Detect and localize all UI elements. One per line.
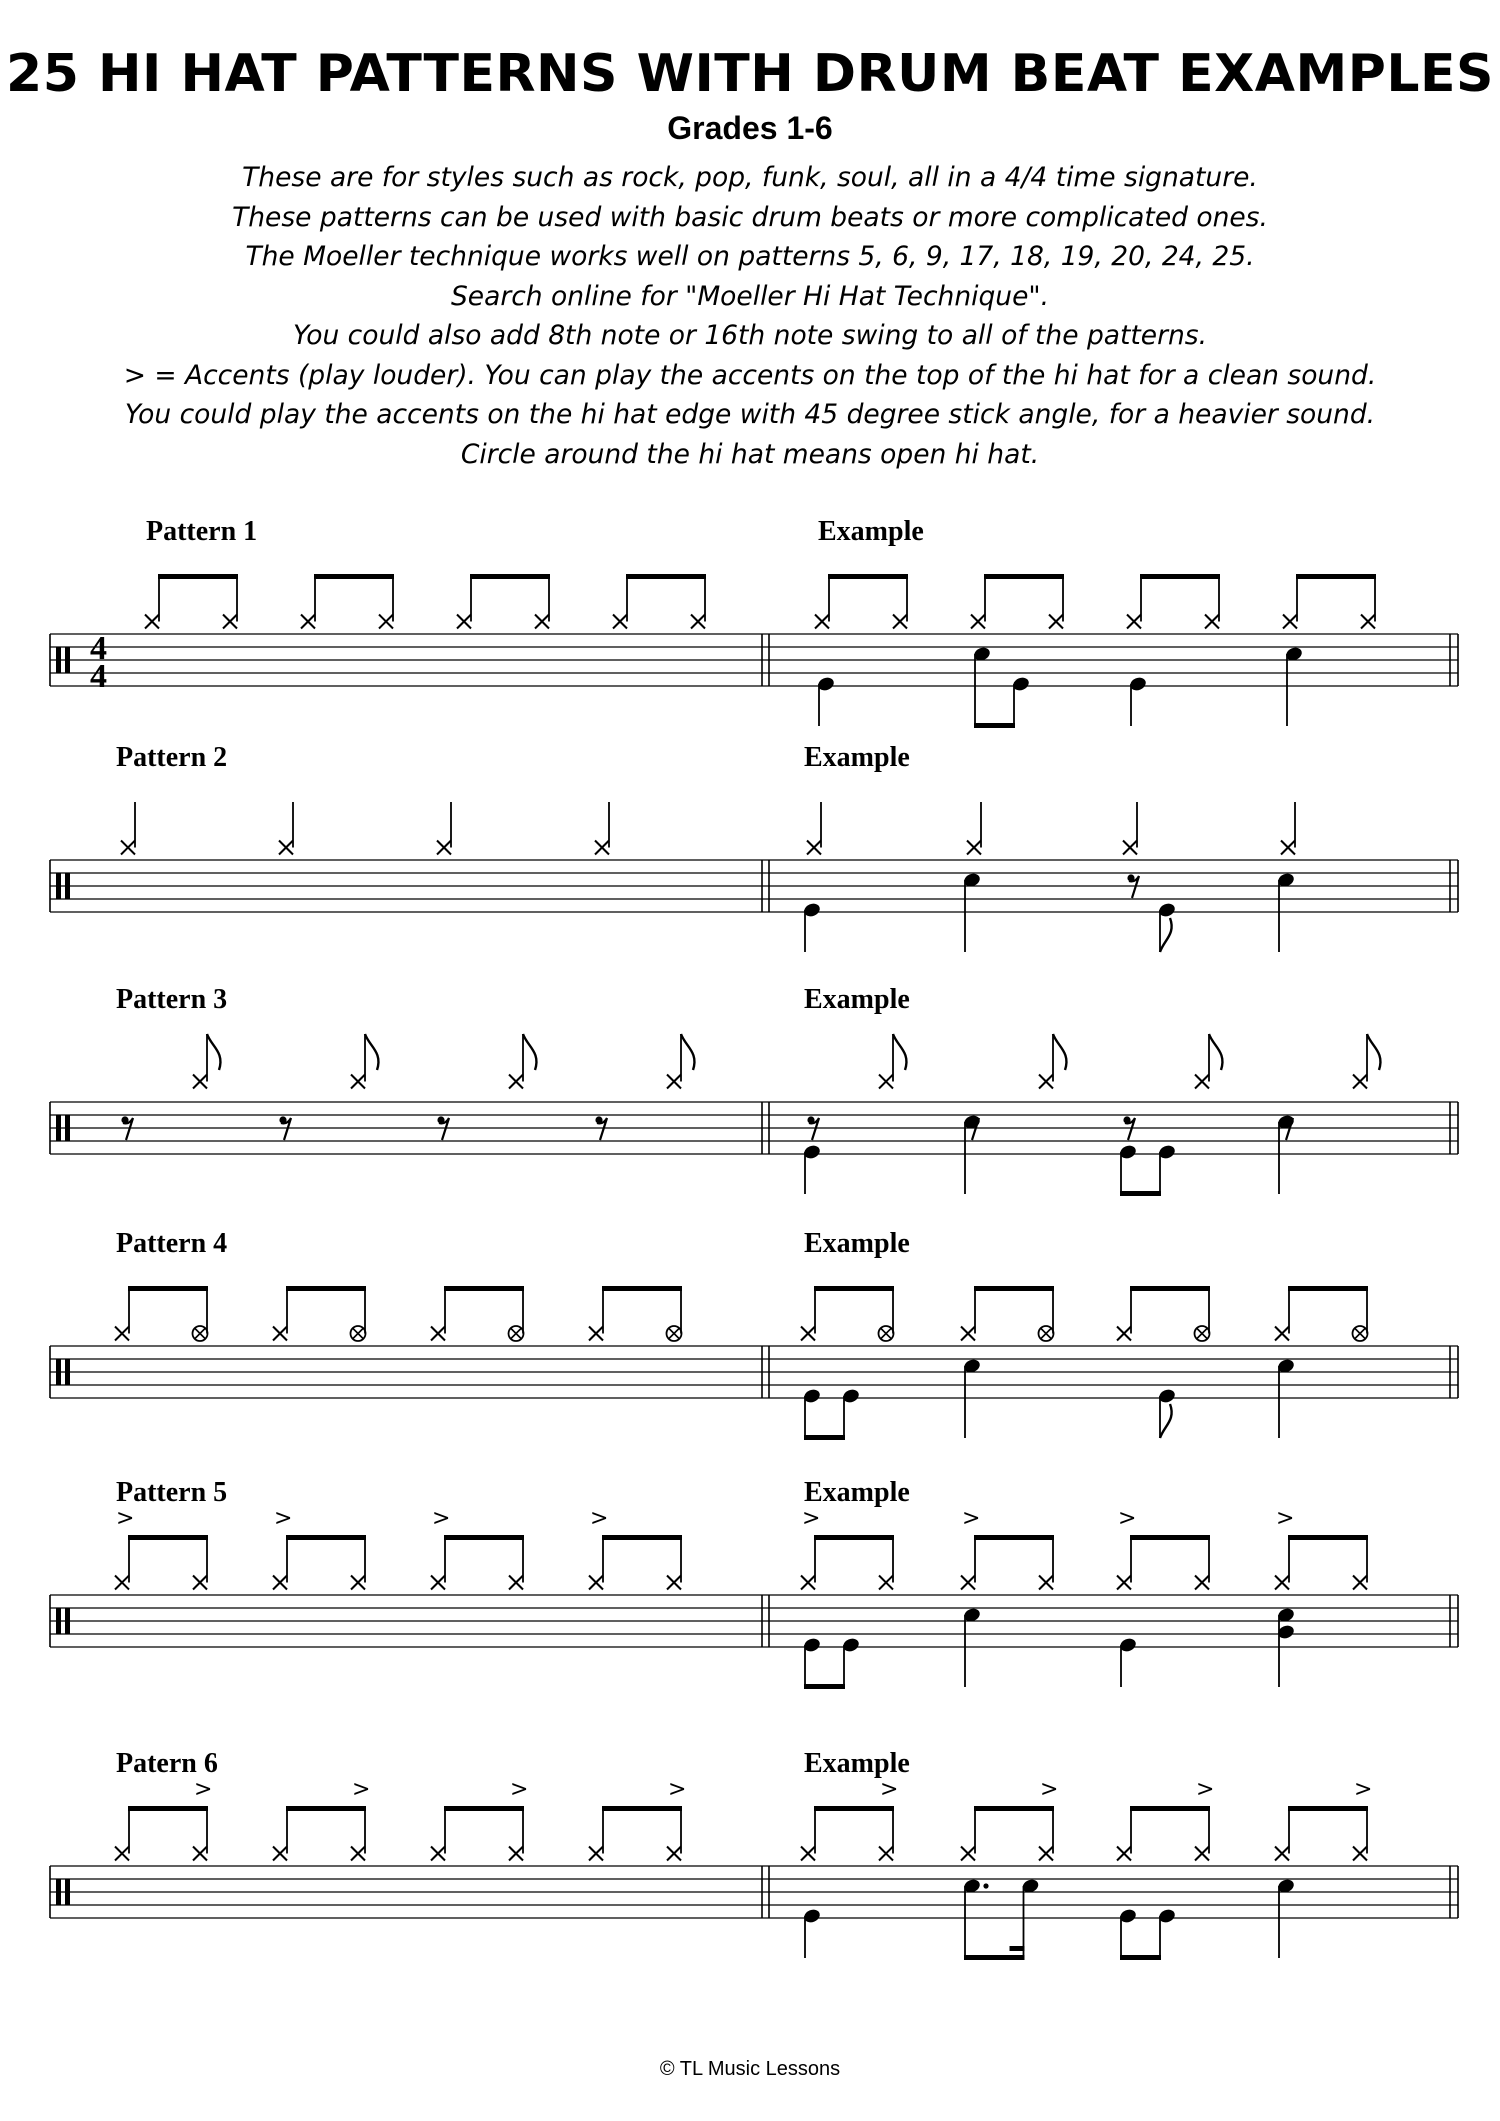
hihat-beam xyxy=(286,1806,366,1811)
drum-beam xyxy=(804,1435,845,1440)
hihat-beam xyxy=(1288,1535,1368,1540)
percussion-clef-bar xyxy=(56,873,61,899)
intro-line: These patterns can be used with basic drum beats or more complicated ones. xyxy=(232,201,1268,233)
hihat-beam xyxy=(1140,574,1220,579)
hihat-beam xyxy=(1130,1806,1210,1811)
hihat-beam xyxy=(1130,1535,1210,1540)
hihat-beam xyxy=(814,1806,894,1811)
pattern-row xyxy=(50,516,1458,728)
example-label: Example xyxy=(804,1228,910,1259)
pattern-row xyxy=(50,742,1458,952)
percussion-clef-bar xyxy=(56,647,61,673)
hihat-beam xyxy=(828,574,908,579)
pattern-label: Patern 6 xyxy=(116,1748,218,1779)
note-flag xyxy=(365,1034,378,1070)
drum-beam xyxy=(974,723,1015,728)
pattern-label: Pattern 2 xyxy=(116,742,228,773)
accent-mark: > xyxy=(668,1777,687,1802)
percussion-clef-bar xyxy=(65,1608,70,1634)
hihat-beam xyxy=(1130,1286,1210,1291)
note-flag xyxy=(681,1034,694,1070)
sixteenth-beam xyxy=(1010,1946,1025,1951)
note-flag xyxy=(1209,1034,1222,1070)
accent-mark: > xyxy=(194,1777,213,1802)
percussion-clef-bar xyxy=(65,873,70,899)
hihat-beam xyxy=(984,574,1064,579)
hihat-beam xyxy=(974,1535,1054,1540)
drum-beam xyxy=(964,1955,1025,1960)
accent-mark: > xyxy=(590,1506,609,1531)
page-title: 25 HI HAT PATTERNS WITH DRUM BEAT EXAMPLES xyxy=(6,44,1494,104)
hihat-beam xyxy=(602,1286,682,1291)
pattern-label: Pattern 5 xyxy=(116,1477,228,1508)
percussion-clef-bar xyxy=(65,647,70,673)
time-signature-bottom: 4 xyxy=(90,658,107,695)
hihat-beam xyxy=(602,1806,682,1811)
drum-beam xyxy=(1120,1955,1161,1960)
intro-line: > = Accents (play louder). You can play the accents on the top of the hi hat for a clean sound. xyxy=(123,359,1377,391)
drum-beam xyxy=(804,1684,845,1689)
pattern-label: Pattern 1 xyxy=(146,516,258,547)
hihat-beam xyxy=(128,1286,208,1291)
hihat-beam xyxy=(602,1535,682,1540)
percussion-clef-bar xyxy=(56,1879,61,1905)
hihat-beam xyxy=(314,574,394,579)
note-flag xyxy=(1367,1034,1380,1070)
accent-mark: > xyxy=(1040,1777,1059,1802)
note-flag xyxy=(1053,1034,1066,1070)
example-label: Example xyxy=(804,742,910,773)
accent-mark: > xyxy=(962,1506,981,1531)
hihat-beam xyxy=(128,1535,208,1540)
note-flag xyxy=(207,1034,220,1070)
example-label: Example xyxy=(804,984,910,1015)
accent-mark: > xyxy=(510,1777,529,1802)
copyright-footer: © TL Music Lessons xyxy=(659,2058,841,2080)
example-label: Example xyxy=(804,1477,910,1508)
hihat-beam xyxy=(974,1806,1054,1811)
hihat-beam xyxy=(1288,1806,1368,1811)
note-flag xyxy=(523,1034,536,1070)
hihat-beam xyxy=(814,1535,894,1540)
note-flag xyxy=(1160,918,1172,952)
pattern-row xyxy=(50,984,1458,1196)
hihat-beam xyxy=(444,1286,524,1291)
pattern-row xyxy=(50,1748,1458,1960)
hihat-beam xyxy=(1288,1286,1368,1291)
note-flag xyxy=(893,1034,906,1070)
percussion-clef-bar xyxy=(56,1608,61,1634)
hihat-beam xyxy=(1296,574,1376,579)
accent-mark: > xyxy=(352,1777,371,1802)
intro-line: These are for styles such as rock, pop, funk, soul, all in a 4/4 time signature. xyxy=(242,162,1258,193)
accent-mark: > xyxy=(432,1506,451,1531)
hihat-beam xyxy=(974,1286,1054,1291)
note-flag xyxy=(1160,1404,1172,1438)
example-label: Example xyxy=(818,516,924,547)
time-signature-top: 4 xyxy=(90,630,107,667)
hihat-beam xyxy=(128,1806,208,1811)
accent-mark: > xyxy=(880,1777,899,1802)
percussion-clef-bar xyxy=(56,1359,61,1385)
hihat-beam xyxy=(470,574,550,579)
pattern-row xyxy=(50,1477,1458,1689)
accent-mark: > xyxy=(116,1506,135,1531)
percussion-clef-bar xyxy=(56,1115,61,1141)
hihat-beam xyxy=(286,1286,366,1291)
pattern-label: Pattern 3 xyxy=(116,984,228,1015)
percussion-clef-bar xyxy=(65,1879,70,1905)
accent-mark: > xyxy=(1196,1777,1215,1802)
percussion-clef-bar xyxy=(65,1115,70,1141)
dot xyxy=(983,1883,988,1888)
intro-line: Search online for "Moeller Hi Hat Technique". xyxy=(450,280,1050,312)
hihat-beam xyxy=(444,1535,524,1540)
pattern-label: Pattern 4 xyxy=(116,1228,228,1259)
page-subtitle: Grades 1-6 xyxy=(667,110,833,146)
accent-mark: > xyxy=(802,1506,821,1531)
intro-line: Circle around the hi hat means open hi hat. xyxy=(460,438,1040,470)
accent-mark: > xyxy=(1354,1777,1373,1802)
pattern-row xyxy=(50,1228,1458,1440)
drum-beam xyxy=(1120,1191,1161,1196)
hihat-beam xyxy=(158,574,238,579)
intro-line: You could play the accents on the hi hat edge with 45 degree stick angle, for a heavier sound. xyxy=(124,399,1376,430)
hihat-beam xyxy=(286,1535,366,1540)
hihat-beam xyxy=(626,574,706,579)
accent-mark: > xyxy=(274,1506,293,1531)
accent-mark: > xyxy=(1118,1506,1137,1531)
intro-line: You could also add 8th note or 16th note swing to all of the patterns. xyxy=(292,320,1208,351)
hihat-beam xyxy=(814,1286,894,1291)
hihat-beam xyxy=(444,1806,524,1811)
example-label: Example xyxy=(804,1748,910,1779)
accent-mark: > xyxy=(1276,1506,1295,1531)
percussion-clef-bar xyxy=(65,1359,70,1385)
intro-line: The Moeller technique works well on patterns 5, 6, 9, 17, 18, 19, 20, 24, 25. xyxy=(245,241,1255,272)
